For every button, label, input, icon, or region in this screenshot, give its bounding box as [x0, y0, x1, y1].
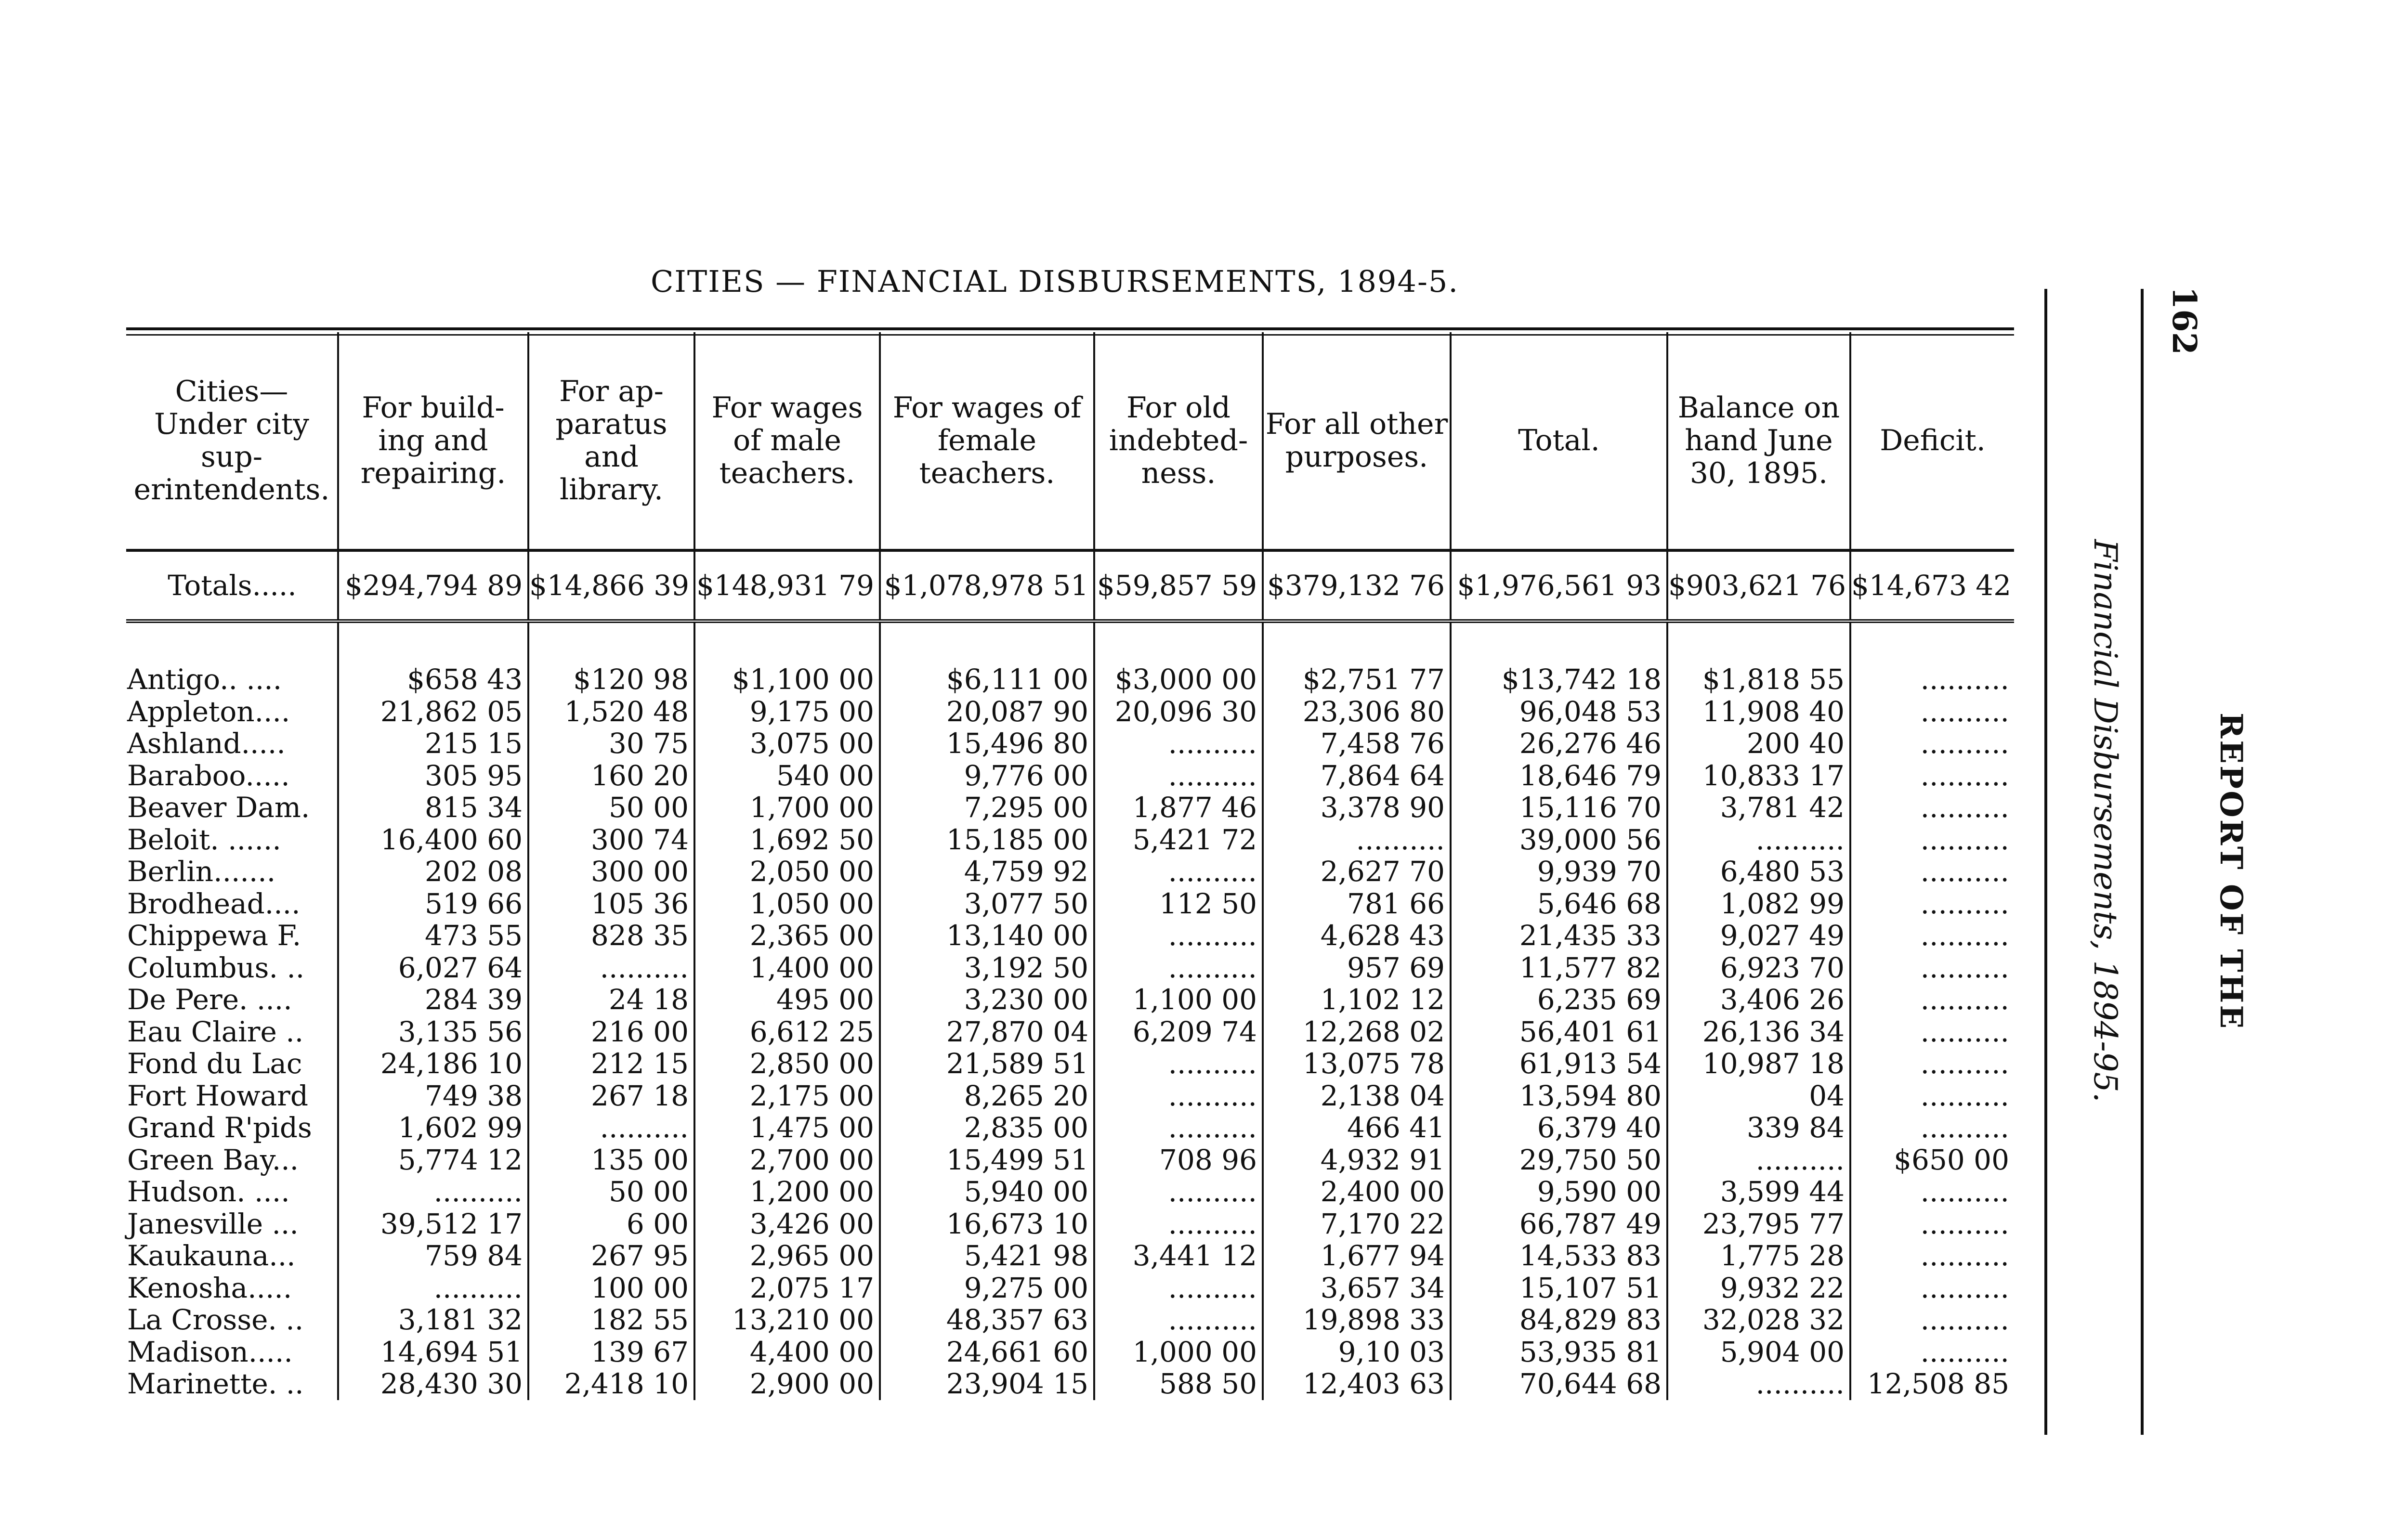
column-header-old-indebtedness: For old indebted- ness. — [1094, 332, 1263, 550]
table-cell: .......... — [1094, 1048, 1263, 1080]
table-cell: 3,181 32 — [338, 1304, 528, 1336]
table-cell: 61,913 54 — [1451, 1048, 1667, 1080]
table-cell: .......... — [1920, 1271, 2009, 1304]
table-cell: .......... — [338, 1176, 528, 1208]
table-cell: 749 38 — [338, 1080, 528, 1112]
table-row — [126, 952, 2014, 984]
table-cell: 6,612 25 — [694, 1016, 880, 1048]
table-cell: .......... — [1920, 823, 2009, 856]
city-name: De Pere. .... — [126, 984, 338, 1016]
table-cell: 473 55 — [338, 920, 528, 952]
table-cell: 1,082 99 — [1667, 888, 1850, 920]
table-cell: 202 08 — [338, 856, 528, 888]
table-row — [126, 1240, 2014, 1272]
table-cell: 6,379 40 — [1451, 1112, 1667, 1144]
table-cell: 3,378 90 — [1263, 792, 1451, 824]
table-cell: $1,100 00 — [694, 663, 880, 696]
table-cell: 300 74 — [528, 824, 694, 856]
city-name: Kaukauna... — [126, 1240, 338, 1272]
table-cell: 14,694 51 — [338, 1336, 528, 1368]
table-cell: 9,175 00 — [694, 696, 880, 728]
table-cell: .......... — [1094, 1208, 1263, 1240]
table-cell: 50 00 — [528, 792, 694, 824]
table-row — [126, 1016, 2014, 1048]
table-cell: 20,096 30 — [1094, 696, 1263, 728]
table-cell: 7,864 64 — [1263, 760, 1451, 792]
table-cell: .......... — [1920, 727, 2009, 760]
table-cell: 4,759 92 — [880, 856, 1094, 888]
table-cell: 1,692 50 — [694, 824, 880, 856]
table-cell: $13,742 18 — [1451, 663, 1667, 696]
table-cell: 200 40 — [1667, 728, 1850, 760]
table-cell: 2,965 00 — [694, 1240, 880, 1272]
column-header-female-wages: For wages of female teachers. — [880, 332, 1094, 550]
table-cell: 13,594 80 — [1451, 1080, 1667, 1112]
table-cell: 5,646 68 — [1451, 888, 1667, 920]
totals-cell: $294,794 89 — [338, 550, 528, 621]
table-cell: 15,499 51 — [880, 1144, 1094, 1176]
table-cell: 6,923 70 — [1667, 952, 1850, 984]
table-cell: .......... — [528, 1112, 694, 1144]
table-cell: 24,186 10 — [338, 1048, 528, 1080]
table-cell: $6,111 00 — [880, 663, 1094, 696]
table-cell: 29,750 50 — [1451, 1144, 1667, 1176]
table-cell: 1,050 00 — [694, 888, 880, 920]
table-cell: 4,932 91 — [1263, 1144, 1451, 1176]
table-cell: 3,599 44 — [1667, 1176, 1850, 1208]
table-cell: .......... — [1920, 1239, 2009, 1272]
table-cell: 24 18 — [528, 984, 694, 1016]
table-cell: 26,136 34 — [1667, 1016, 1850, 1048]
table-cell: .......... — [1920, 919, 2009, 952]
table-cell: .......... — [1094, 1112, 1263, 1144]
table-cell: .......... — [1094, 1080, 1263, 1112]
table-cell: 15,496 80 — [880, 728, 1094, 760]
table-cell: 13,210 00 — [694, 1304, 880, 1336]
table-cell: 5,421 98 — [880, 1240, 1094, 1272]
table-cell: .......... — [338, 1272, 528, 1304]
table-cell: .......... — [1920, 887, 2009, 920]
table-cell: 84,829 83 — [1451, 1304, 1667, 1336]
table-row — [126, 1304, 2014, 1336]
city-name: Hudson. .... — [126, 1176, 338, 1208]
totals-cell: $1,078,978 51 — [880, 550, 1094, 621]
table-cell: 6,480 53 — [1667, 856, 1850, 888]
table-cell: 105 36 — [528, 888, 694, 920]
table-cell: 11,908 40 — [1667, 696, 1850, 728]
table-row — [126, 1272, 2014, 1304]
table-cell: 2,900 00 — [694, 1368, 880, 1400]
table-cell: 216 00 — [528, 1016, 694, 1048]
table-cell: 759 84 — [338, 1240, 528, 1272]
city-name: Grand R'pids — [126, 1112, 338, 1144]
column-header-apparatus: For ap- paratus and library. — [528, 332, 694, 550]
table-cell: 23,306 80 — [1263, 696, 1451, 728]
table-cell: 781 66 — [1263, 888, 1451, 920]
table-cell: 12,268 02 — [1263, 1016, 1451, 1048]
table-cell: 9,027 49 — [1667, 920, 1850, 952]
table-cell: .......... — [1920, 1111, 2009, 1144]
table-cell: 15,107 51 — [1451, 1272, 1667, 1304]
table-cell: 5,421 72 — [1094, 824, 1263, 856]
table-cell: 135 00 — [528, 1144, 694, 1176]
table-cell: 215 15 — [338, 728, 528, 760]
city-name: Baraboo..... — [126, 760, 338, 792]
table-cell: $3,000 00 — [1094, 663, 1263, 696]
table-cell: .......... — [1920, 1079, 2009, 1112]
city-name: Beaver Dam. — [126, 792, 338, 824]
table-cell: .......... — [1094, 856, 1263, 888]
table-cell: 3,657 34 — [1263, 1272, 1451, 1304]
table-cell: 139 67 — [528, 1336, 694, 1368]
table-cell: 1,602 99 — [338, 1112, 528, 1144]
city-name: Janesville ... — [126, 1208, 338, 1240]
table-cell: 3,077 50 — [880, 888, 1094, 920]
page-title: CITIES — FINANCIAL DISBURSEMENTS, 1894-5. — [650, 264, 1459, 299]
table-cell: .......... — [1263, 824, 1451, 856]
column-header-total: Total. — [1451, 332, 1667, 550]
table-row — [126, 760, 2014, 792]
table-cell: 815 34 — [338, 792, 528, 824]
table-cell: 26,276 46 — [1451, 728, 1667, 760]
table-cell: 3,441 12 — [1094, 1240, 1263, 1272]
table-cell: 5,940 00 — [880, 1176, 1094, 1208]
table-cell: .......... — [1920, 1047, 2009, 1080]
table-cell: 16,400 60 — [338, 824, 528, 856]
table-cell: 267 95 — [528, 1240, 694, 1272]
table-row — [126, 1336, 2014, 1368]
table-cell: 160 20 — [528, 760, 694, 792]
table-cell: 1,000 00 — [1094, 1336, 1263, 1368]
table-cell: 21,862 05 — [338, 696, 528, 728]
table-cell: 3,781 42 — [1667, 792, 1850, 824]
table-cell: 1,100 00 — [1094, 984, 1263, 1016]
table-cell: 1,102 12 — [1263, 984, 1451, 1016]
table-row — [126, 824, 2014, 856]
table-cell: 13,140 00 — [880, 920, 1094, 952]
top-rule — [126, 327, 2014, 330]
city-name: Ashland..... — [126, 728, 338, 760]
city-name: Kenosha..... — [126, 1272, 338, 1304]
table-cell: 28,430 30 — [338, 1368, 528, 1400]
table-cell: 2,400 00 — [1263, 1176, 1451, 1208]
totals-cell: $59,857 59 — [1094, 550, 1263, 621]
table-cell: 48,357 63 — [880, 1304, 1094, 1336]
table-cell: .......... — [1667, 824, 1850, 856]
table-cell: 519 66 — [338, 888, 528, 920]
table-cell: 466 41 — [1263, 1112, 1451, 1144]
city-name: Beloit. ...... — [126, 824, 338, 856]
table-cell: 10,833 17 — [1667, 760, 1850, 792]
table-cell: 56,401 61 — [1451, 1016, 1667, 1048]
table-row — [126, 792, 2014, 824]
table-cell: .......... — [1094, 1272, 1263, 1304]
city-name: Fort Howard — [126, 1080, 338, 1112]
table-cell: 1,400 00 — [694, 952, 880, 984]
totals-row — [126, 550, 2014, 621]
table-cell: 30 75 — [528, 728, 694, 760]
table-cell: 100 00 — [528, 1272, 694, 1304]
table-cell: 305 95 — [338, 760, 528, 792]
disbursements-table-wrap — [126, 332, 2014, 1400]
table-cell: 9,10 03 — [1263, 1336, 1451, 1368]
table-cell: 7,170 22 — [1263, 1208, 1451, 1240]
table-cell: .......... — [1920, 1207, 2009, 1240]
table-cell: 1,200 00 — [694, 1176, 880, 1208]
table-cell: 3,426 00 — [694, 1208, 880, 1240]
disbursements-table — [126, 332, 2014, 1400]
table-cell: 284 39 — [338, 984, 528, 1016]
table-cell: .......... — [1094, 760, 1263, 792]
table-cell: 182 55 — [528, 1304, 694, 1336]
city-name: La Crosse. .. — [126, 1304, 338, 1336]
table-row — [126, 1048, 2014, 1080]
table-cell: 3,230 00 — [880, 984, 1094, 1016]
table-cell: .......... — [1920, 663, 2009, 696]
table-cell: .......... — [1094, 1304, 1263, 1336]
table-cell: .......... — [1667, 1144, 1850, 1176]
city-name: Antigo.. .... — [126, 663, 338, 696]
column-header-building: For build- ing and repairing. — [338, 332, 528, 550]
table-cell: 2,835 00 — [880, 1112, 1094, 1144]
table-cell: 39,000 56 — [1451, 824, 1667, 856]
table-cell: .......... — [1920, 695, 2009, 728]
table-cell: 1,775 28 — [1667, 1240, 1850, 1272]
report-title: REPORT OF THE — [2213, 713, 2249, 1031]
table-cell: 24,661 60 — [880, 1336, 1094, 1368]
city-name: Green Bay... — [126, 1144, 338, 1176]
table-cell: 11,577 82 — [1451, 952, 1667, 984]
table-cell: .......... — [1094, 1176, 1263, 1208]
table-row — [126, 1368, 2014, 1400]
city-name: Berlin....... — [126, 856, 338, 888]
table-cell: 300 00 — [528, 856, 694, 888]
table-cell: .......... — [1920, 855, 2009, 888]
table-cell: 5,904 00 — [1667, 1336, 1850, 1368]
table-cell: 7,295 00 — [880, 792, 1094, 824]
table-cell: 1,520 48 — [528, 696, 694, 728]
totals-label: Totals..... — [126, 550, 338, 621]
table-cell: 3,075 00 — [694, 728, 880, 760]
table-cell: .......... — [1920, 1175, 2009, 1208]
table-cell: 1,677 94 — [1263, 1240, 1451, 1272]
city-name: Eau Claire .. — [126, 1016, 338, 1048]
table-cell: 12,508 85 — [1867, 1367, 2009, 1400]
table-row — [126, 1176, 2014, 1208]
table-cell: .......... — [1667, 1368, 1850, 1400]
table-cell: 3,192 50 — [880, 952, 1094, 984]
table-cell: 495 00 — [694, 984, 880, 1016]
table-cell: 18,646 79 — [1451, 760, 1667, 792]
table-cell: 9,939 70 — [1451, 856, 1667, 888]
table-cell: 1,700 00 — [694, 792, 880, 824]
table-cell: .......... — [1920, 1015, 2009, 1048]
column-header-other-purposes: For all other purposes. — [1263, 332, 1451, 550]
column-header-balance: Balance on hand June 30, 1895. — [1667, 332, 1850, 550]
table-cell: 20,087 90 — [880, 696, 1094, 728]
table-cell: 27,870 04 — [880, 1016, 1094, 1048]
table-cell: .......... — [1920, 1303, 2009, 1336]
totals-cell: $14,673 42 — [1850, 550, 2014, 621]
city-name: Marinette. .. — [126, 1368, 338, 1400]
table-body — [126, 550, 2014, 1400]
table-cell: 588 50 — [1094, 1368, 1263, 1400]
table-cell: 12,403 63 — [1263, 1368, 1451, 1400]
table-cell: 1,877 46 — [1094, 792, 1263, 824]
table-cell: 2,365 00 — [694, 920, 880, 952]
table-cell: 21,589 51 — [880, 1048, 1094, 1080]
table-cell: 15,185 00 — [880, 824, 1094, 856]
table-cell: 540 00 — [694, 760, 880, 792]
table-cell: 15,116 70 — [1451, 792, 1667, 824]
running-head: Financial Disbursements, 1894-95. — [2087, 539, 2124, 1103]
table-cell: 339 84 — [1667, 1112, 1850, 1144]
table-cell: 13,075 78 — [1263, 1048, 1451, 1080]
table-cell: $658 43 — [338, 663, 528, 696]
table-cell: 96,048 53 — [1451, 696, 1667, 728]
column-header-male-wages: For wages of male teachers. — [694, 332, 880, 550]
table-cell: .......... — [1920, 983, 2009, 1016]
city-name: Appleton.... — [126, 696, 338, 728]
table-cell: 1,475 00 — [694, 1112, 880, 1144]
table-cell: 2,700 00 — [694, 1144, 880, 1176]
table-cell: 6,027 64 — [338, 952, 528, 984]
table-cell: 112 50 — [1094, 888, 1263, 920]
totals-cell: $148,931 79 — [694, 550, 880, 621]
table-cell: 53,935 81 — [1451, 1336, 1667, 1368]
table-cell: 23,795 77 — [1667, 1208, 1850, 1240]
city-name: Chippewa F. — [126, 920, 338, 952]
table-cell: 6,235 69 — [1451, 984, 1667, 1016]
table-row — [126, 856, 2014, 888]
table-cell: 21,435 33 — [1451, 920, 1667, 952]
table-cell: 4,628 43 — [1263, 920, 1451, 952]
table-row — [126, 920, 2014, 952]
table-cell: 267 18 — [528, 1080, 694, 1112]
column-header-city: Cities— Under city sup- erintendents. — [126, 332, 338, 550]
table-cell: $120 98 — [528, 663, 694, 696]
city-name: Brodhead.... — [126, 888, 338, 920]
table-row — [126, 728, 2014, 760]
table-cell: .......... — [1920, 1335, 2009, 1368]
header-row — [126, 332, 2014, 550]
margin-rule-right — [2141, 289, 2144, 1435]
table-row — [126, 888, 2014, 920]
table-cell: 19,898 33 — [1263, 1304, 1451, 1336]
table-row — [126, 1208, 2014, 1240]
table-cell: 14,533 83 — [1451, 1240, 1667, 1272]
table-cell: 828 35 — [528, 920, 694, 952]
table-cell: 2,138 04 — [1263, 1080, 1451, 1112]
table-row — [126, 1144, 2014, 1176]
table-cell: 50 00 — [528, 1176, 694, 1208]
city-name: Fond du Lac — [126, 1048, 338, 1080]
table-cell: 32,028 32 — [1667, 1304, 1850, 1336]
table-cell: 2,418 10 — [528, 1368, 694, 1400]
table-cell: 9,590 00 — [1451, 1176, 1667, 1208]
table-cell: 9,932 22 — [1667, 1272, 1850, 1304]
table-row — [126, 1112, 2014, 1144]
page-number: 162 — [2165, 286, 2203, 355]
table-cell: .......... — [528, 952, 694, 984]
table-cell: $2,751 77 — [1263, 663, 1451, 696]
table-cell: 9,776 00 — [880, 760, 1094, 792]
table-cell: 2,075 17 — [694, 1272, 880, 1304]
table-cell: 5,774 12 — [338, 1144, 528, 1176]
table-cell: 23,904 15 — [880, 1368, 1094, 1400]
city-name: Columbus. .. — [126, 952, 338, 984]
table-cell: .......... — [1920, 759, 2009, 792]
table-cell: $650 00 — [1894, 1143, 2009, 1176]
table-cell: 2,050 00 — [694, 856, 880, 888]
totals-cell: $379,132 76 — [1263, 550, 1451, 621]
totals-cell: $14,866 39 — [528, 550, 694, 621]
table-cell: .......... — [1094, 728, 1263, 760]
table-cell: 4,400 00 — [694, 1336, 880, 1368]
margin-rule-left — [2044, 289, 2047, 1435]
table-row — [126, 696, 2014, 728]
table-row — [126, 1080, 2014, 1112]
table-cell: .......... — [1094, 952, 1263, 984]
table-cell: .......... — [1920, 791, 2009, 824]
spacer-row — [126, 621, 2014, 663]
table-cell: 2,175 00 — [694, 1080, 880, 1112]
table-cell: 9,275 00 — [880, 1272, 1094, 1304]
table-cell: 708 96 — [1094, 1144, 1263, 1176]
totals-cell: $1,976,561 93 — [1451, 550, 1667, 621]
table-cell: 212 15 — [528, 1048, 694, 1080]
table-cell: 10,987 18 — [1667, 1048, 1850, 1080]
table-cell: 70,644 68 — [1451, 1368, 1667, 1400]
table-cell: 39,512 17 — [338, 1208, 528, 1240]
table-cell: $1,818 55 — [1667, 663, 1850, 696]
table-row — [126, 984, 2014, 1016]
column-header-deficit: Deficit. — [1850, 332, 2014, 550]
table-cell: 957 69 — [1263, 952, 1451, 984]
table-cell: 6 00 — [528, 1208, 694, 1240]
table-cell: 66,787 49 — [1451, 1208, 1667, 1240]
table-row — [126, 663, 2014, 696]
table-cell: 04 — [1667, 1080, 1850, 1112]
table-cell: 6,209 74 — [1094, 1016, 1263, 1048]
table-cell: 8,265 20 — [880, 1080, 1094, 1112]
table-cell: .......... — [1920, 951, 2009, 984]
city-name: Madison..... — [126, 1336, 338, 1368]
table-cell: 3,135 56 — [338, 1016, 528, 1048]
table-cell: .......... — [1094, 920, 1263, 952]
table-cell: 7,458 76 — [1263, 728, 1451, 760]
table-cell: 2,850 00 — [694, 1048, 880, 1080]
table-cell: 16,673 10 — [880, 1208, 1094, 1240]
totals-cell: $903,621 76 — [1667, 550, 1850, 621]
table-cell: 2,627 70 — [1263, 856, 1451, 888]
table-cell: 3,406 26 — [1667, 984, 1850, 1016]
